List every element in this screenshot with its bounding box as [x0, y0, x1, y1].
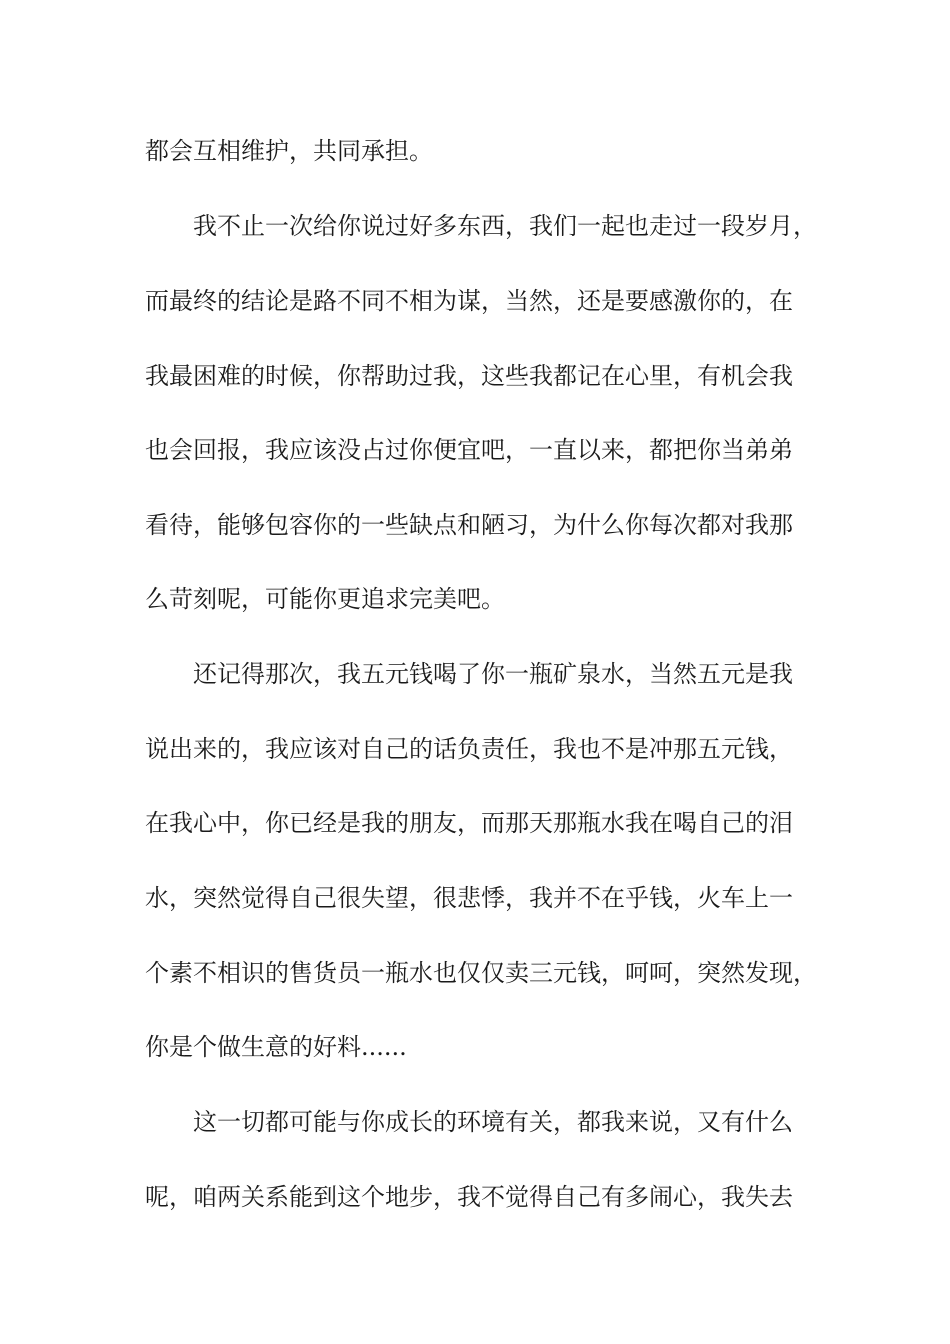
text-line: 都会互相维护，共同承担。 [145, 137, 433, 165]
paragraph-start-line: 还记得那次，我五元钱喝了你一瓶矿泉水，当然五元是我 [193, 660, 793, 688]
text-line: 么苛刻呢，可能你更追求完美吧。 [145, 585, 505, 613]
text-line: 看待，能够包容你的一些缺点和陋习，为什么你每次都对我那 [145, 511, 793, 539]
text-line: 说出来的，我应该对自己的话负责任，我也不是冲那五元钱， [145, 735, 793, 763]
text-line: 呢，咱两关系能到这个地步，我不觉得自己有多闹心，我失去 [145, 1183, 793, 1211]
text-line: 也会回报，我应该没占过你便宜吧，一直以来，都把你当弟弟 [145, 436, 793, 464]
paragraph-start-line: 我不止一次给你说过好多东西，我们一起也走过一段岁月， [193, 212, 817, 240]
text-line: 你是个做生意的好料...... [145, 1033, 407, 1061]
text-line: 我最困难的时候，你帮助过我，这些我都记在心里，有机会我 [145, 362, 793, 390]
text-line: 而最终的结论是路不同不相为谋，当然，还是要感激你的，在 [145, 287, 793, 315]
text-line: 个素不相识的售货员一瓶水也仅仅卖三元钱，呵呵，突然发现， [145, 959, 817, 987]
text-line: 在我心中，你已经是我的朋友，而那天那瓶水我在喝自己的泪 [145, 809, 793, 837]
paragraph-start-line: 这一切都可能与你成长的环境有关，都我来说，又有什么 [193, 1108, 793, 1136]
text-line: 水，突然觉得自己很失望，很悲悸，我并不在乎钱，火车上一 [145, 884, 793, 912]
